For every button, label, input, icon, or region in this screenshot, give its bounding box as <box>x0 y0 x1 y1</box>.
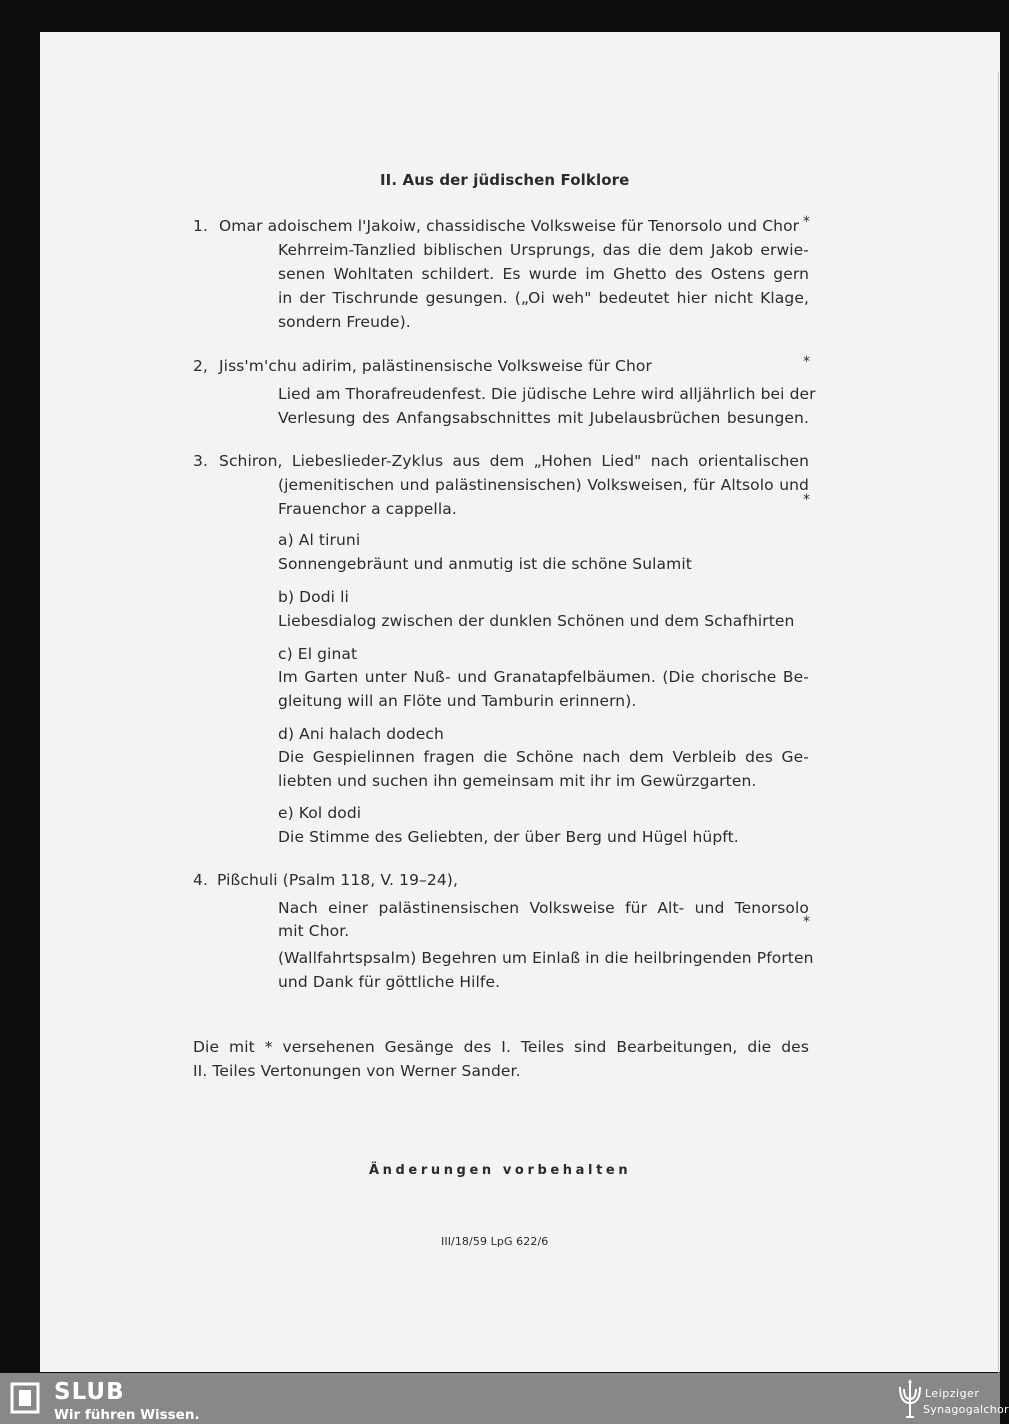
item-2-number: 2, <box>193 357 208 375</box>
partner-name-line1: Leipziger <box>925 1387 980 1400</box>
item-3-title-line: Frauenchor a cappella. <box>278 500 457 518</box>
footnote-line: Die mit * versehenen Gesänge des I. Teiles sind Bearbeitungen, die des <box>193 1038 809 1056</box>
item-2-title: Jiss'm'chu adirim, palästinensische Volksweise für Chor <box>219 357 652 375</box>
footer-bar <box>0 1373 1009 1424</box>
item-1-title: Omar adoischem l'Jakoiw, chassidische Volksweise für Tenorsolo und Chor <box>219 217 800 235</box>
footnote-line: II. Teiles Vertonungen von Werner Sander. <box>193 1062 521 1080</box>
item-3-number: 3. <box>193 452 208 470</box>
item-1-desc-line: Kehrreim-Tanzlied biblischen Ursprungs, das die dem Jakob erwie- <box>278 241 809 259</box>
item-4-star: * <box>803 914 810 930</box>
item-4-title: Pißchuli (Psalm 118, V. 19–24), <box>217 871 458 889</box>
partner-name-line2: Synagogalchor <box>923 1403 1009 1416</box>
item-2-desc-line: Lied am Thorafreudenfest. Die jüdische Lehre wird alljährlich bei der <box>278 385 816 403</box>
subitem-d-label: d) Ani halach dodech <box>278 725 444 743</box>
slub-brand-name: SLUB <box>54 1379 125 1405</box>
subitem-c-desc: gleitung will an Flöte und Tamburin erinnern). <box>278 692 637 710</box>
item-3-title-line: Schiron, Liebeslieder-Zyklus aus dem „Hohen Lied" nach orientalischen <box>219 452 809 470</box>
item-1-desc-line: senen Wohltaten schildert. Es wurde im Ghetto des Ostens gern <box>278 265 809 283</box>
item-2-star: * <box>803 354 810 370</box>
print-code: III/18/59 LpG 622/6 <box>441 1235 549 1248</box>
item-1-star: * <box>803 214 810 230</box>
item-4-desc2-line: und Dank für göttliche Hilfe. <box>278 973 501 991</box>
item-1-desc-line: in der Tischrunde gesungen. („Oi weh" bedeutet hier nicht Klage, <box>278 289 809 307</box>
subitem-b-label: b) Dodi li <box>278 588 349 606</box>
subitem-c-desc: Im Garten unter Nuß- und Granatapfelbäumen. (Die chorische Be- <box>278 668 809 686</box>
slub-logo-icon <box>10 1382 40 1414</box>
item-4-desc2-line: (Wallfahrtspsalm) Begehren um Einlaß in die heilbringenden Pforten <box>278 949 814 967</box>
item-4-desc-line: Nach einer palästinensischen Volksweise für Alt- und Tenorsolo <box>278 899 809 917</box>
item-1-desc-line: sondern Freude). <box>278 313 411 331</box>
item-3-title-line: (jemenitischen und palästinensischen) Volksweisen, für Altsolo und <box>278 476 809 494</box>
menorah-icon <box>896 1377 924 1421</box>
slub-tagline: Wir führen Wissen. <box>54 1407 200 1423</box>
subitem-a-label: a) Al tiruni <box>278 531 361 549</box>
subitem-a-desc: Sonnengebräunt und anmutig ist die schöne Sulamit <box>278 555 692 573</box>
document-page <box>40 32 1000 1372</box>
section-heading: II. Aus der jüdischen Folklore <box>380 171 630 189</box>
subitem-e-label: e) Kol dodi <box>278 804 362 822</box>
subitem-c-label: c) El ginat <box>278 645 358 663</box>
item-2-desc-line: Verlesung des Anfangsabschnittes mit Jubelausbrüchen besungen. <box>278 409 809 427</box>
subitem-d-desc: liebten und suchen ihn gemeinsam mit ihr im Gewürzgarten. <box>278 772 757 790</box>
item-1-number: 1. <box>193 217 208 235</box>
subitem-b-desc: Liebesdialog zwischen der dunklen Schönen und dem Schafhirten <box>278 612 795 630</box>
subitem-d-desc: Die Gespielinnen fragen die Schöne nach dem Verbleib des Ge- <box>278 748 809 766</box>
item-3-star: * <box>803 492 810 508</box>
page-edge-line <box>998 72 999 1392</box>
subitem-e-desc: Die Stimme des Geliebten, der über Berg und Hügel hüpft. <box>278 828 739 846</box>
changes-notice: Änderungen vorbehalten <box>369 1163 632 1178</box>
item-4-desc-line: mit Chor. <box>278 922 350 940</box>
item-4-number: 4. <box>193 871 208 889</box>
